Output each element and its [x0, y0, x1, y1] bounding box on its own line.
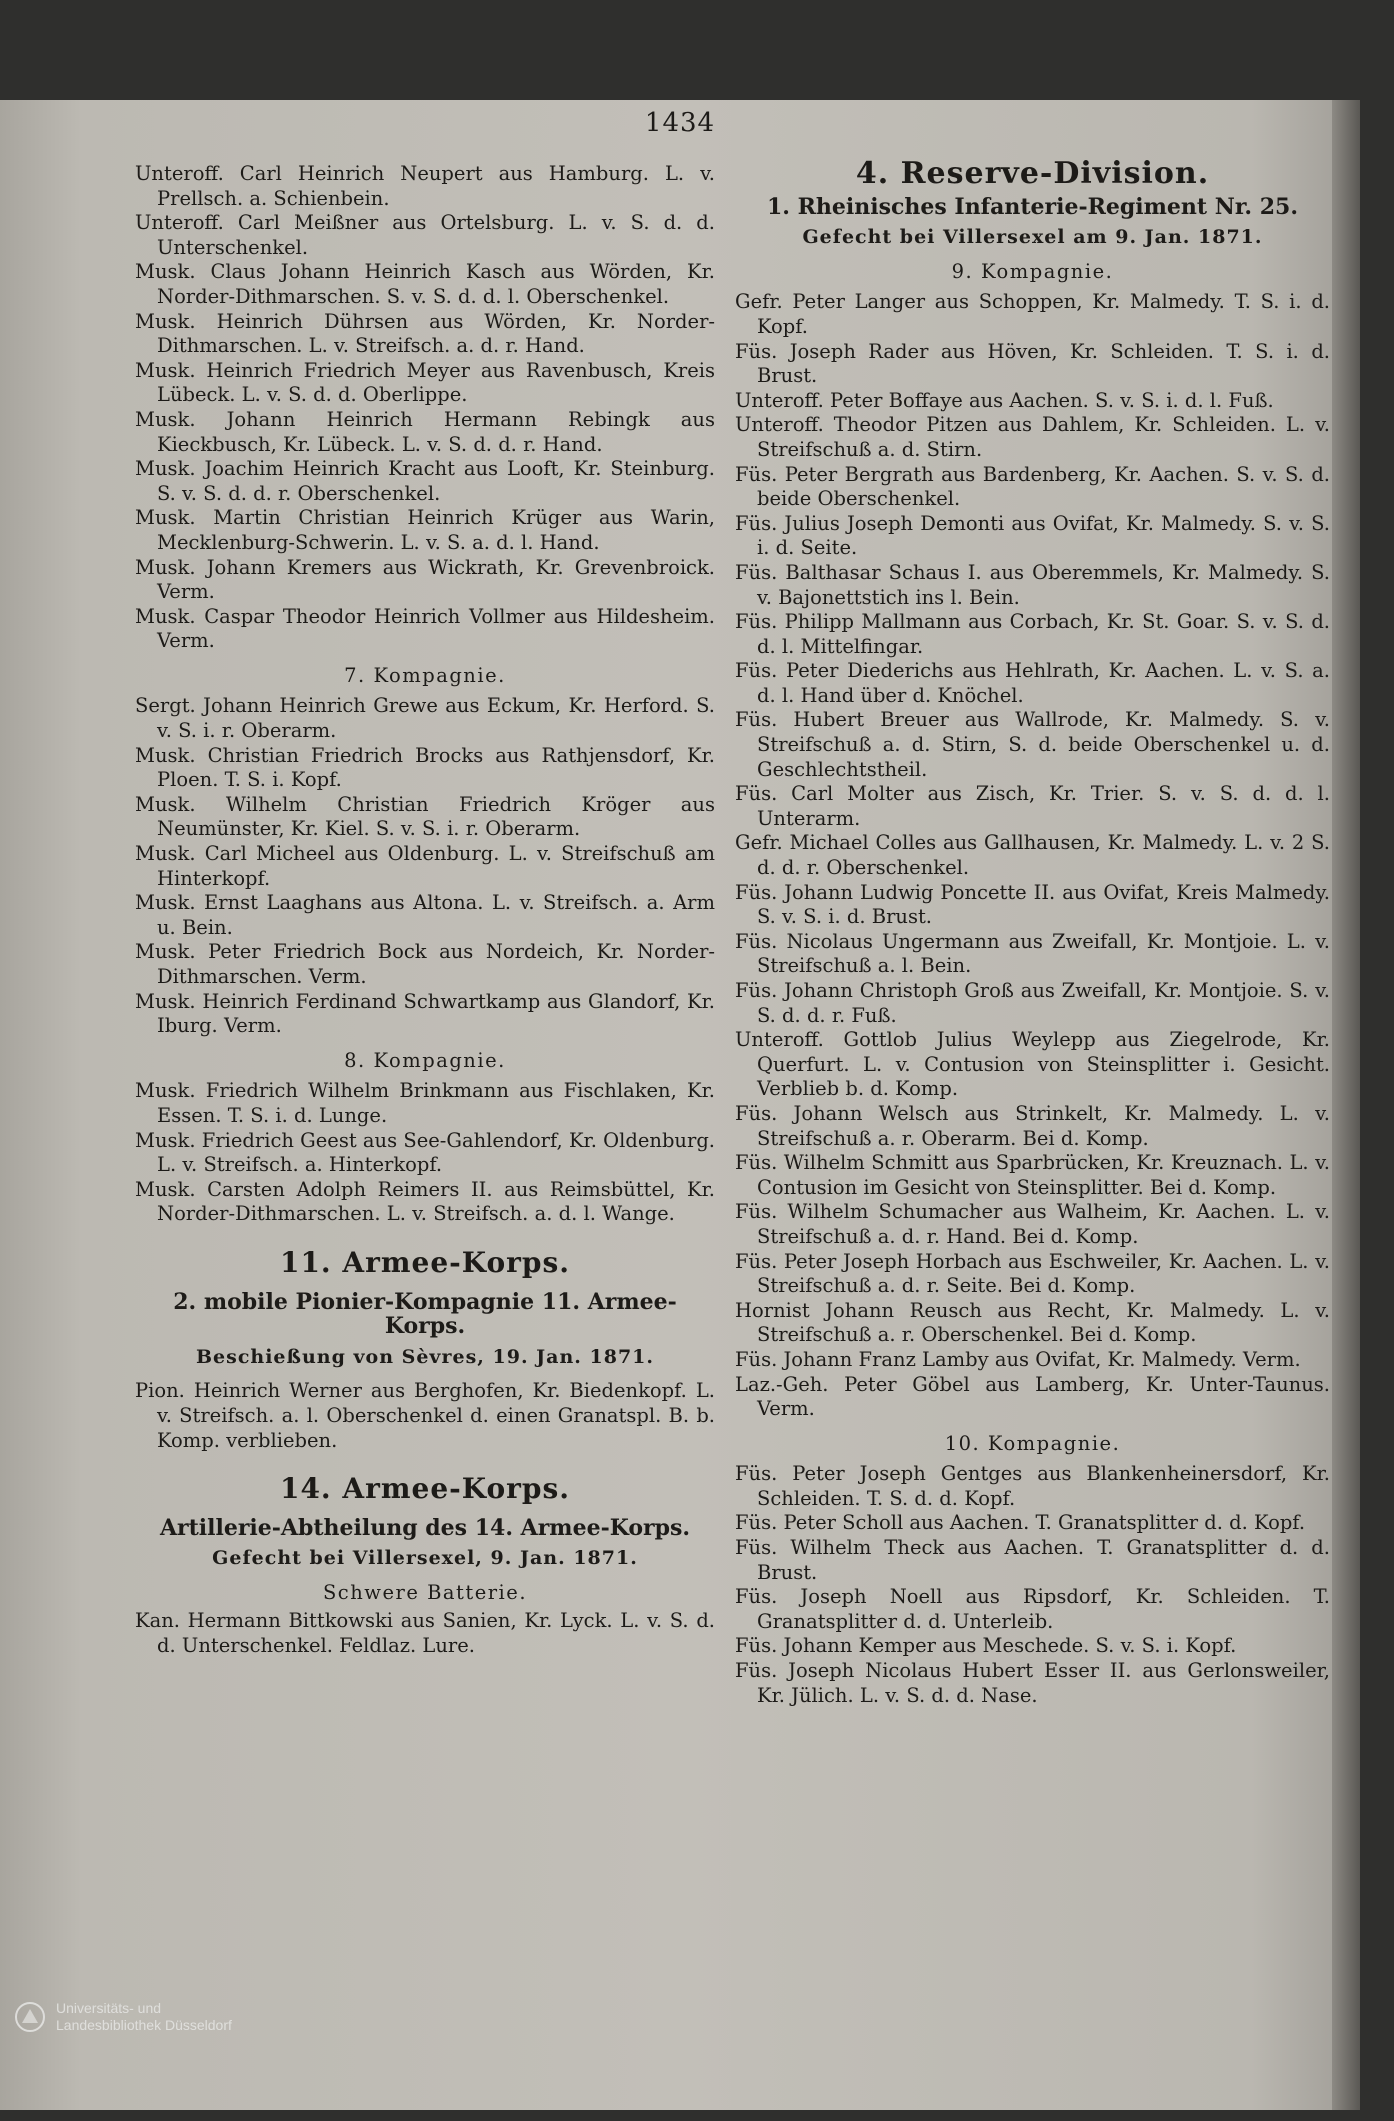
casualty-entry: Laz.-Geh. Peter Göbel aus Lamberg, Kr. Unter-Taunus. Verm. [735, 1372, 1330, 1421]
casualty-entry: Füs. Peter Diederichs aus Hehlrath, Kr. Aachen. L. v. S. a. d. l. Hand über d. Knöchel. [735, 659, 1330, 707]
company-heading: 10. Kompagnie. [944, 1431, 1121, 1455]
casualty-entry: Füs. Philipp Mallmann aus Corbach, Kr. St. Goar. S. v. S. d. d. l. Mittelfingar. [735, 610, 1330, 658]
library-watermark [14, 2000, 232, 2034]
casualty-entry: Füs. Peter Bergrath aus Bardenberg, Kr. Aachen. S. v. S. d. beide Oberschenkel. [735, 462, 1330, 511]
casualty-entry: Füs. Johann Christoph Groß aus Zweifall, Kr. Montjoie. S. v. S. d. d. r. Fuß. [735, 979, 1330, 1027]
casualty-entry: Füs. Johann Welsch aus Strinkelt, Kr. Malmedy. L. v. Streifschuß a. r. Oberarm. Bei d. Komp. [735, 1101, 1330, 1150]
casualty-entry: Füs. Balthasar Schaus I. aus Oberemmels, Kr. Malmedy. S. v. Bajonettstich ins l. Bein. [735, 560, 1330, 609]
casualty-entry: Füs. Wilhelm Schumacher aus Walheim, Kr. Aachen. L. v. Streifschuß a. d. r. Hand. Bei d. Komp. [735, 1200, 1330, 1248]
casualty-entry: Füs. Peter Joseph Horbach aus Eschweiler, Kr. Aachen. L. v. Streifschuß a. d. r. Seite. Bei d. Komp. [735, 1249, 1330, 1298]
casualty-entry: Musk. Carsten Adolph Reimers II. aus Reimsbüttel, Kr. Norder-Dithmarschen. L. v. Streifsch. a. d. l. Wange. [135, 1177, 715, 1226]
casualty-entry: Füs. Wilhelm Schmitt aus Sparbrücken, Kr. Kreuznach. L. v. Contusion im Gesicht von Steinsplitter. Bei d. Komp. [735, 1151, 1330, 1199]
battle-heading: Gefecht bei Villersexel, 9. Jan. 1871. [212, 1547, 638, 1570]
casualty-entry: Musk. Peter Friedrich Bock aus Nordeich, Kr. Norder-Dithmarschen. Verm. [135, 940, 715, 988]
company-heading: 9. Kompagnie. [951, 259, 1114, 283]
casualty-entry: Füs. Wilhelm Theck aus Aachen. T. Granatsplitter d. d. Brust. [735, 1536, 1330, 1584]
casualty-entry: Musk. Heinrich Dührsen aus Wörden, Kr. Norder-Dithmarschen. L. v. Streifsch. a. d. r. Hand. [135, 309, 715, 358]
casualty-entry: Musk. Johann Kremers aus Wickrath, Kr. Grevenbroick. Verm. [135, 555, 715, 604]
company-heading: 8. Kompagnie. [344, 1048, 506, 1072]
casualty-entry: Unteroff. Peter Boffaye aus Aachen. S. v. S. i. d. l. Fuß. [735, 388, 1274, 412]
watermark-text [56, 2000, 232, 2034]
casualty-entry: Musk. Martin Christian Heinrich Krüger aus Warin, Mecklenburg-Schwerin. L. v. S. a. d. l. Hand. [135, 506, 715, 554]
casualty-entry: Unteroff. Gottlob Julius Weylepp aus Ziegelrode, Kr. Querfurt. L. v. Contusion von Steinsplitter i. Gesicht. Verblieb b. d. Komp. [735, 1028, 1330, 1101]
casualty-entry: Unteroff. Carl Heinrich Neupert aus Hamburg. L. v. Prellsch. a. Schienbein. [135, 162, 715, 210]
right-column [735, 156, 1330, 1708]
casualty-entry: Sergt. Johann Heinrich Grewe aus Eckum, Kr. Herford. S. v. S. i. r. Oberarm. [135, 694, 715, 743]
division-heading: 4. Reserve-Division. [855, 156, 1210, 191]
casualty-entry: Musk. Claus Johann Heinrich Kasch aus Wörden, Kr. Norder-Dithmarschen. S. v. S. d. d. l. Oberschenkel. [135, 260, 715, 308]
casualty-entry: Füs. Johann Franz Lamby aus Ovifat, Kr. Malmedy. Verm. [735, 1347, 1301, 1371]
casualty-entry: Musk. Ernst Laaghans aus Altona. L. v. Streifsch. a. Arm u. Bein. [135, 891, 715, 939]
casualty-entry: Musk. Caspar Theodor Heinrich Vollmer aus Hildesheim. Verm. [135, 604, 715, 653]
watermark-line-2: Landesbibliothek Düsseldorf [56, 2017, 232, 2033]
unit-heading: 2. mobile Pionier-Kompagnie 11. Armee-Korps. [173, 1288, 677, 1340]
casualty-entry: Füs. Peter Scholl aus Aachen. T. Granatsplitter d. d. Kopf. [735, 1511, 1306, 1535]
battle-heading: Beschießung von Sèvres, 19. Jan. 1871. [195, 1345, 655, 1368]
casualty-entry: Musk. Carl Micheel aus Oldenburg. L. v. Streifschuß am Hinterkopf. [135, 842, 715, 890]
casualty-entry: Musk. Heinrich Ferdinand Schwartkamp aus Glandorf, Kr. Iburg. Verm. [135, 989, 715, 1038]
casualty-entry: Füs. Joseph Noell aus Ripsdorf, Kr. Schleiden. T. Granatsplitter d. d. Unterleib. [735, 1585, 1330, 1633]
casualty-entry: Kan. Hermann Bittkowski aus Sanien, Kr. Lyck. L. v. S. d. d. Unterschenkel. Feldlaz. Lure. [135, 1609, 715, 1658]
page-edge-shadow [1332, 100, 1360, 2110]
casualty-entry: Füs. Julius Joseph Demonti aus Ovifat, Kr. Malmedy. S. v. S. i. d. Seite. [735, 511, 1330, 560]
casualty-entry: Musk. Wilhelm Christian Friedrich Kröger aus Neumünster, Kr. Kiel. S. v. S. i. r. Oberarm. [135, 792, 715, 841]
casualty-entry: Unteroff. Theodor Pitzen aus Dahlem, Kr. Schleiden. L. v. Streifschuß a. d. Stirn. [735, 413, 1330, 461]
casualty-entry: Hornist Johann Reusch aus Recht, Kr. Malmedy. L. v. Streifschuß a. r. Oberschenkel. Bei d. Komp. [735, 1298, 1330, 1347]
corps-heading: 14. Armee-Korps. [279, 1472, 571, 1506]
casualty-entry: Musk. Heinrich Friedrich Meyer aus Ravenbusch, Kreis Lübeck. L. v. S. d. d. Oberlippe. [135, 358, 715, 407]
library-logo-icon [14, 2001, 46, 2033]
left-column [135, 162, 715, 1659]
casualty-entry: Pion. Heinrich Werner aus Berghofen, Kr. Biedenkopf. L. v. Streifsch. a. l. Oberschenkel d. einen Granatspl. B. b. Komp. verblieben. [135, 1379, 715, 1452]
casualty-entry: Musk. Christian Friedrich Brocks aus Rathjensdorf, Kr. Ploen. T. S. i. Kopf. [135, 743, 715, 792]
casualty-entry: Füs. Hubert Breuer aus Wallrode, Kr. Malmedy. S. v. Streifschuß a. d. Stirn, S. d. beide Oberschenkel u. d. Geschlechtstheil. [735, 708, 1330, 781]
page-number: 1434 [644, 108, 716, 138]
battle-heading: Gefecht bei Villersexel am 9. Jan. 1871. [802, 226, 1263, 249]
casualty-entry: Musk. Friedrich Geest aus See-Gahlendorf, Kr. Oldenburg. L. v. Streifsch. a. Hinterkopf. [135, 1128, 715, 1177]
casualty-entry: Füs. Joseph Nicolaus Hubert Esser II. aus Gerlonsweiler, Kr. Jülich. L. v. S. d. d. Nase. [735, 1659, 1330, 1707]
book-page [0, 100, 1360, 2110]
battery-heading: Schwere Batterie. [322, 1580, 528, 1604]
casualty-entry: Unteroff. Carl Meißner aus Ortelsburg. L. v. S. d. d. Unterschenkel. [135, 211, 715, 259]
casualty-entry: Füs. Johann Kemper aus Meschede. S. v. S. i. Kopf. [735, 1634, 1237, 1658]
casualty-entry: Gefr. Michael Colles aus Gallhausen, Kr. Malmedy. L. v. 2 S. d. d. r. Oberschenkel. [735, 831, 1330, 880]
watermark-line-1: Universitäts- und [56, 2000, 162, 2016]
casualty-entry: Füs. Carl Molter aus Zisch, Kr. Trier. S. v. S. d. d. l. Unterarm. [735, 782, 1330, 830]
unit-heading: Artillerie-Abtheilung des 14. Armee-Korps. [159, 1514, 691, 1541]
casualty-entry: Füs. Johann Ludwig Poncette II. aus Ovifat, Kreis Malmedy. S. v. S. i. d. Brust. [735, 880, 1330, 929]
casualty-entry: Gefr. Peter Langer aus Schoppen, Kr. Malmedy. T. S. i. d. Kopf. [735, 290, 1330, 338]
corps-heading: 11. Armee-Korps. [279, 1245, 571, 1279]
casualty-entry: Musk. Friedrich Wilhelm Brinkmann aus Fischlaken, Kr. Essen. T. S. i. d. Lunge. [135, 1079, 715, 1127]
casualty-entry: Füs. Nicolaus Ungermann aus Zweifall, Kr. Montjoie. L. v. Streifschuß a. l. Bein. [735, 929, 1330, 978]
casualty-entry: Musk. Joachim Heinrich Kracht aus Looft, Kr. Steinburg. S. v. S. d. d. r. Oberschenkel. [135, 457, 715, 505]
casualty-entry: Musk. Johann Heinrich Hermann Rebingk aus Kieckbusch, Kr. Lübeck. L. v. S. d. d. r. Hand. [135, 407, 715, 456]
casualty-entry: Füs. Joseph Rader aus Höven, Kr. Schleiden. T. S. i. d. Brust. [735, 339, 1330, 388]
unit-heading: 1. Rheinisches Infanterie-Regiment Nr. 25. [766, 193, 1299, 220]
company-heading: 7. Kompagnie. [344, 663, 506, 687]
casualty-entry: Füs. Peter Joseph Gentges aus Blankenheinersdorf, Kr. Schleiden. T. S. d. d. Kopf. [735, 1462, 1330, 1510]
